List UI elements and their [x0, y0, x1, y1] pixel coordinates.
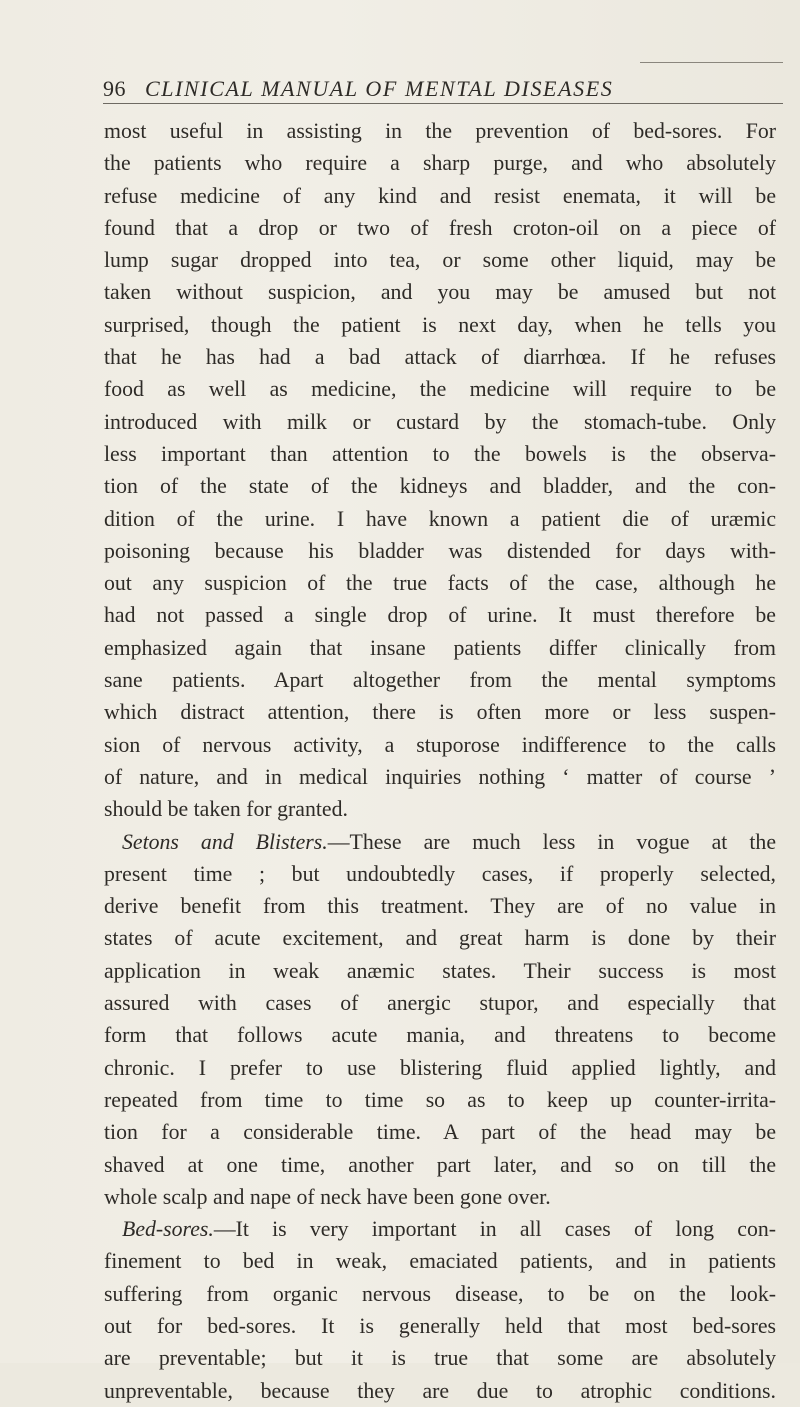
text-line: shaved at one time, another part later, and so on till the: [104, 1152, 776, 1177]
text-line: had not passed a single drop of urine. It must therefore be: [104, 603, 776, 628]
text-line: poisoning because his bladder was distended for days with-: [104, 538, 776, 563]
text-line: suffering from organic nervous disease, to be on the look-: [104, 1281, 776, 1306]
text-line: tion of the state of the kidneys and bladder, and the con-: [104, 474, 776, 499]
text-line: whole scalp and nape of neck have been gone over.: [104, 1184, 551, 1209]
running-title: CLINICAL MANUAL OF MENTAL DISEASES: [145, 76, 614, 101]
line-text: —These are much less in vogue at the: [327, 829, 776, 854]
section-heading-setons-blisters: Setons and Blisters.: [122, 829, 328, 854]
text-line: emphasized again that insane patients differ clinically from: [104, 635, 776, 660]
page-header: [103, 68, 783, 108]
top-rule: [640, 62, 783, 63]
text-line: sane patients. Apart altogether from the mental symptoms: [104, 668, 776, 693]
text-line: unpreventable, because they are due to atrophic conditions.: [104, 1378, 776, 1403]
text-line: introduced with milk or custard by the stomach-tube. Only: [104, 409, 776, 434]
text-line: refuse medicine of any kind and resist enemata, it will be: [104, 183, 776, 208]
text-line: present time ; but undoubtedly cases, if properly selected,: [104, 861, 776, 886]
paragraph-setons-blisters: [104, 826, 776, 1214]
text-line: form that follows acute mania, and threatens to become: [104, 1023, 776, 1048]
text-line: should be taken for granted.: [104, 797, 348, 822]
page-number: 96: [103, 76, 126, 101]
text-line: surprised, though the patient is next day, when he tells you: [104, 312, 776, 337]
text-line: that he has had a bad attack of diarrhœa. If he refuses: [104, 345, 776, 370]
paragraph-bowels-kidneys: [104, 115, 776, 826]
text-line: of nature, and in medical inquiries nothing ‘ matter of course ’: [104, 764, 776, 789]
line-text: —It is very important in all cases of long con-: [213, 1217, 776, 1242]
text-line: food as well as medicine, the medicine will require to be: [104, 377, 776, 402]
text-line: less important than attention to the bowels is the observa-: [104, 441, 776, 466]
text-line: out any suspicion of the true facts of the case, although he: [104, 571, 776, 596]
text-line: states of acute excitement, and great harm is done by their: [104, 926, 776, 951]
text-line: application in weak anæmic states. Their success is most: [104, 958, 776, 983]
text-line: which distract attention, there is often more or less suspen-: [104, 700, 776, 725]
text-line: lump sugar dropped into tea, or some other liquid, may be: [104, 248, 776, 273]
paragraph-bed-sores: [104, 1213, 776, 1407]
text-line: finement to bed in weak, emaciated patients, and in patients: [104, 1249, 776, 1274]
header-rule: [103, 103, 783, 104]
text-line: derive benefit from this treatment. They are of no value in: [104, 894, 776, 919]
text-line: out for bed-sores. It is generally held that most bed-sores: [104, 1313, 776, 1338]
section-heading-bed-sores: Bed-sores.: [122, 1217, 214, 1242]
paragraph-first-line: [104, 826, 776, 858]
text-line: dition of the urine. I have known a patient die of uræmic: [104, 506, 776, 531]
text-line: tion for a considerable time. A part of the head may be: [104, 1120, 776, 1145]
body-text: [104, 115, 776, 1407]
text-line: sion of nervous activity, a stuporose indifference to the calls: [104, 732, 776, 757]
text-line: repeated from time to time so as to keep up counter-irrita-: [104, 1087, 776, 1112]
text-line: are preventable; but it is true that some are absolutely: [104, 1346, 776, 1371]
paragraph-first-line: [104, 1213, 776, 1245]
text-line: chronic. I prefer to use blistering fluid applied lightly, and: [104, 1055, 776, 1080]
text-line: assured with cases of anergic stupor, and especially that: [104, 991, 776, 1016]
text-line: taken without suspicion, and you may be amused but not: [104, 280, 776, 305]
text-line: most useful in assisting in the prevention of bed-sores. For: [104, 119, 776, 143]
text-line: the patients who require a sharp purge, and who absolutely: [104, 151, 776, 176]
text-line: found that a drop or two of fresh croton-oil on a piece of: [104, 215, 776, 240]
